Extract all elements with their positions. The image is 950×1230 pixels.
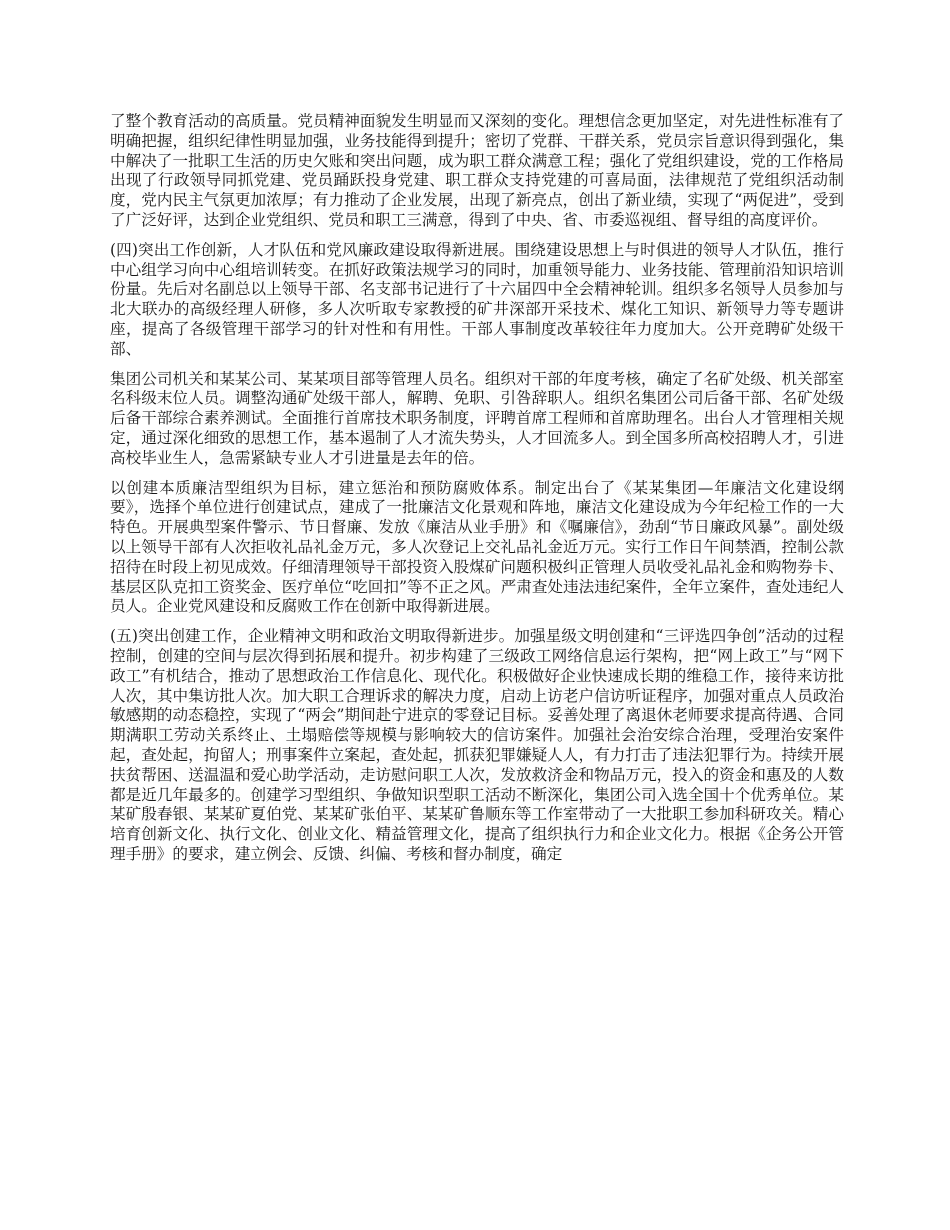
paragraph-2: (四)突出工作创新，人才队伍和党风廉政建设取得新进展。围绕建设思想上与时俱进的领导人才队伍，推行中心组学习向中心组培训转变。在抓好政策法规学习的同时，加重领导能力、业务技能、管理前沿知识培训份量。先后对名副总以上领导干部、名支部书记进行了十六届四中全会精神轮训。组织多名领导人员参加与北大联办的高级经理人研修，多人次听取专家教授的矿井深部开采技术、煤化工知识、新领导力等专题讲座，提高了各级管理干部学习的针对性和有用性。干部人事制度改革较往年力度加大。公开竞聘矿处级干部、 xyxy=(110,240,844,358)
paragraph-5: (五)突出创建工作，企业精神文明和政治文明取得新进步。加强星级文明创建和“三评选四争创”活动的过程控制，创建的空间与层次得到拓展和提升。初步构建了三级政工网络信息运行架构，把“网上政工”与“网下政工”有机结合，推动了思想政治工作信息化、现代化。积极做好企业快速成长期的维稳工作，接待来访批人次，其中集访批人次。加大职工合理诉求的解决力度，启动上访老户信访听证程序，加强对重点人员政治敏感期的动态稳控，实现了“两会”期间赴宁进京的零登记目标。妥善处理了离退休老师要求提高待遇、合同期满职工劳动关系终止、土塌赔偿等规模与影响较大的信访案件。加强社会治安综合治理，受理治安案件起，查处起，拘留人；刑事案件立案起，查处起，抓获犯罪嫌疑人人，有力打击了违法犯罪行为。持续开展扶贫帮困、送温温和爱心助学活动，走访慰问职工人次，发放救济金和物品万元，投入的资金和惠及的人数都是近几年最多的。创建学习型组织、争做知识型职工活动不断深化，集团公司入选全国十个优秀单位。某某矿殷春银、某某矿夏伯党、某某矿张伯平、某某矿鲁顺东等工作室带动了一大批职工参加科研攻关。精心培育创新文化、执行文化、创业文化、精益管理文化，提高了组织执行力和企业文化力。根据《企务公开管理手册》的要求，建立例会、反馈、纠偏、考核和督办制度，确定 xyxy=(110,627,844,863)
document-body xyxy=(110,112,844,875)
paragraph-1: 了整个教育活动的高质量。党员精神面貌发生明显而又深刻的变化。理想信念更加坚定，对先进性标准有了明确把握，组织纪律性明显加强，业务技能得到提升；密切了党群、干群关系，党员宗旨意识得到强化，集中解决了一批职工生活的历史欠账和突出问题，成为职工群众满意工程；强化了党组织建设，党的工作格局出现了行政领导同抓党建、党员踊跃投身党建、职工群众支持党建的可喜局面，法律规范了党组织活动制度，党内民主气氛更加浓厚；有力推动了企业发展，出现了新亮点，创出了新业绩，实现了“两促进”，受到了广泛好评，达到企业党组织、党员和职工三满意，得到了中央、省、市委巡视组、督导组的高度评价。 xyxy=(110,112,844,229)
paragraph-3: 集团公司机关和某某公司、某某项目部等管理人员名。组织对干部的年度考核，确定了名矿处级、机关部室名科级末位人员。调整沟通矿处级干部人，解聘、免职、引咎辞职人。组织名集团公司后备干部、名矿处级后备干部综合素养测试。全面推行首席技术职务制度，评聘首席工程师和首席助理名。出台人才管理相关规定，通过深化细致的思想工作，基本遏制了人才流失势头，人才回流多人。到全国多所高校招聘人才，引进高校毕业生人，急需紧缺专业人才引进量是去年的倍。 xyxy=(110,369,844,467)
paragraph-4: 以创建本质廉洁型组织为目标，建立惩治和预防腐败体系。制定出台了《某某集团—年廉洁文化建设纲要》，选择个单位进行创建试点，建成了一批廉洁文化景观和阵地，廉洁文化建设成为今年纪检工作的一大特色。开展典型案件警示、节日督廉、发放《廉洁从业手册》和《嘱廉信》，劲刮“节日廉政风暴”。副处级以上领导干部有人次拒收礼品礼金万元，多人次登记上交礼品礼金近万元。实行工作日午间禁酒，控制公款招待在时段上初见成效。仔细清理领导干部投资入股煤矿问题积极纠正管理人员收受礼品礼金和购物券卡、基层区队克扣工资奖金、医疗单位“吃回扣”等不正之风。严肃查处违法违纪案件，全年立案件，查处违纪人员人。企业党风建设和反腐败工作在创新中取得新进展。 xyxy=(110,478,844,616)
